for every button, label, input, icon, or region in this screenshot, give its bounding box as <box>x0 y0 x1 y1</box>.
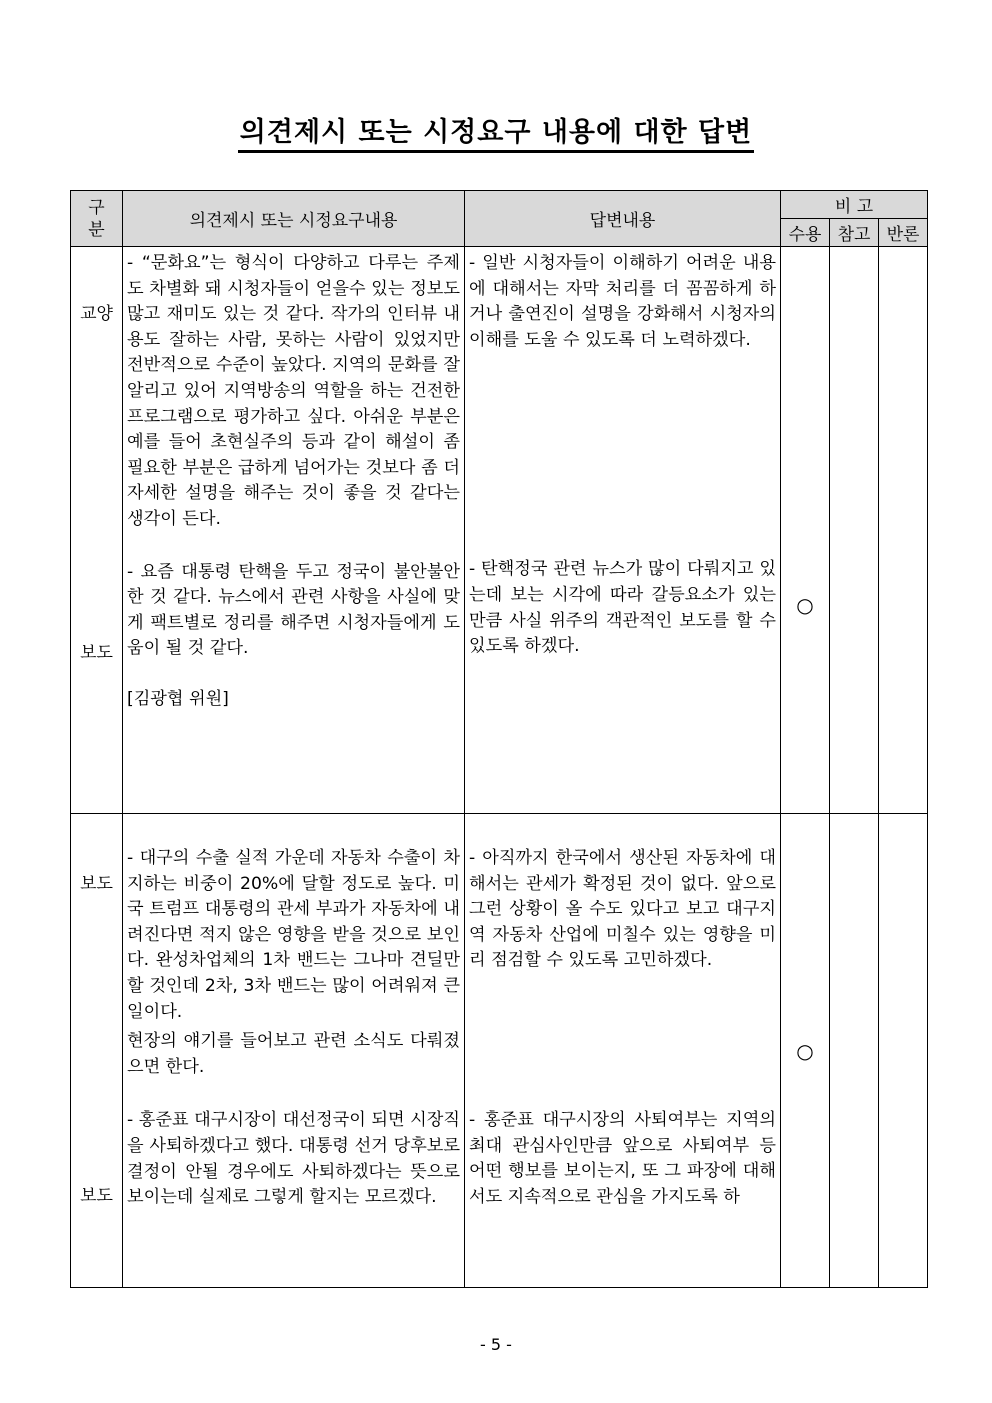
reference-cell <box>830 814 879 1288</box>
answer-text: - 아직까지 한국에서 생산된 자동차에 대해서는 관세가 확정된 것이 없다. 앞으로 그런 상황이 올 수도 있다고 보고 대구지역 자동차 산업에 미칠수 있는 영향을 미리 점검할 수 있도록 고민하겠다. <box>469 848 776 971</box>
rebut-cell <box>879 814 928 1288</box>
answer-cell <box>465 814 781 1288</box>
opinion-text: - 대구의 수출 실적 가운데 자동차 수출이 차지하는 비중이 20%에 달할 정도로 높다. 미국 트럼프 대통령의 관세 부과가 자동차에 내려진다면 적지 않은 영향을 받을 것으로 보인다. 완성차업체의 1차 밴드는 그나마 견딜만 할 것인데 2차, 3차 밴드는 많이 어려워져 큰일이다. <box>127 848 460 1022</box>
reference-cell <box>830 247 879 814</box>
header-accept: 수용 <box>781 219 830 247</box>
opinion-text: - 홍준표 대구시장이 대선정국이 되면 시장직을 사퇴하겠다고 했다. 대통령 선거 당후보로 결정이 안될 경우에도 사퇴하겠다는 뜻으로 보이는데 실제로 그렇게 할지는 모르겠다. <box>127 1110 460 1208</box>
signature: [김광협 위원] <box>127 688 229 709</box>
answer-text: - 일반 시청자들이 이해하기 어려운 내용에 대해서는 자막 처리를 더 꼼꼼하게 하거나 출연진이 설명을 강화해서 시청자의 이해를 도울 수 있도록 더 노력하겠다. <box>469 253 776 350</box>
accept-mark: ○ <box>796 1039 814 1063</box>
accept-cell <box>781 814 830 1288</box>
accept-mark: ○ <box>796 593 814 617</box>
opinion-text: - “문화요”는 형식이 다양하고 다루는 주제도 차별화 돼 시청자들이 얻을수 있는 정보도 많고 재미도 있는 것 같다. 작가의 인터뷰 내용도 잘하는 사람, 못하는 사람이 있었지만 전반적으로 수준이 높았다. 지역의 문화를 잘 알리고 있어 지역방송의 역할을 하는 건전한 프로그램으로 평가하고 싶다. 아쉬운 부분은 예를 들어 초현실주의 등과 같이 해설이 좀 필요한 부분은 급하게 넘어가는 것보다 좀 더 자세한 설명을 해주는 것이 좋을 것 같다는 생각이 든다. <box>127 253 460 529</box>
category-label: 보도 <box>80 874 113 894</box>
opinion-text: 현장의 얘기를 들어보고 관련 소식도 다뤄졌으면 한다. <box>127 1031 460 1077</box>
category-label: 교양 <box>80 304 113 324</box>
answer-text: - 탄핵정국 관련 뉴스가 많이 다뤄지고 있는데 보는 시각에 따라 갈등요소가 있는 만큼 사실 위주의 객관적인 보도를 할 수 있도록 하겠다. <box>469 559 776 657</box>
rebut-cell <box>879 247 928 814</box>
table-row <box>71 814 928 1288</box>
header-opinion: 의견제시 또는 시정요구내용 <box>123 191 465 247</box>
header-rebut: 반론 <box>879 219 928 247</box>
opinion-text: - 요즘 대통령 탄핵을 두고 정국이 불안불안한 것 같다. 뉴스에서 관련 사항을 사실에 맞게 팩트별로 정리를 해주면 시청자들에게 도움이 될 것 같다. <box>127 561 460 659</box>
page-number: - 5 - <box>480 1335 512 1354</box>
header-category: 구 분 <box>71 191 123 247</box>
table-row <box>71 247 928 814</box>
accept-cell <box>781 247 830 814</box>
category-cell <box>71 247 123 814</box>
document-title: 의견제시 또는 시정요구 내용에 대한 답변 <box>0 110 992 149</box>
header-remark: 비 고 <box>781 191 928 219</box>
answer-text: - 홍준표 대구시장의 사퇴여부는 지역의 최대 관심사인만큼 앞으로 사퇴여부 등 어떤 행보를 보이는지, 또 그 파장에 대해서도 지속적으로 관심을 가지도록 하 <box>469 1109 776 1207</box>
opinion-cell <box>123 247 465 814</box>
category-label: 보도 <box>80 643 113 663</box>
category-label: 보도 <box>80 1186 113 1206</box>
header-reference: 참고 <box>830 219 879 247</box>
header-answer: 답변내용 <box>465 191 781 247</box>
response-table <box>70 190 928 1288</box>
answer-cell <box>465 247 781 814</box>
category-cell <box>71 814 123 1288</box>
opinion-cell <box>123 814 465 1288</box>
